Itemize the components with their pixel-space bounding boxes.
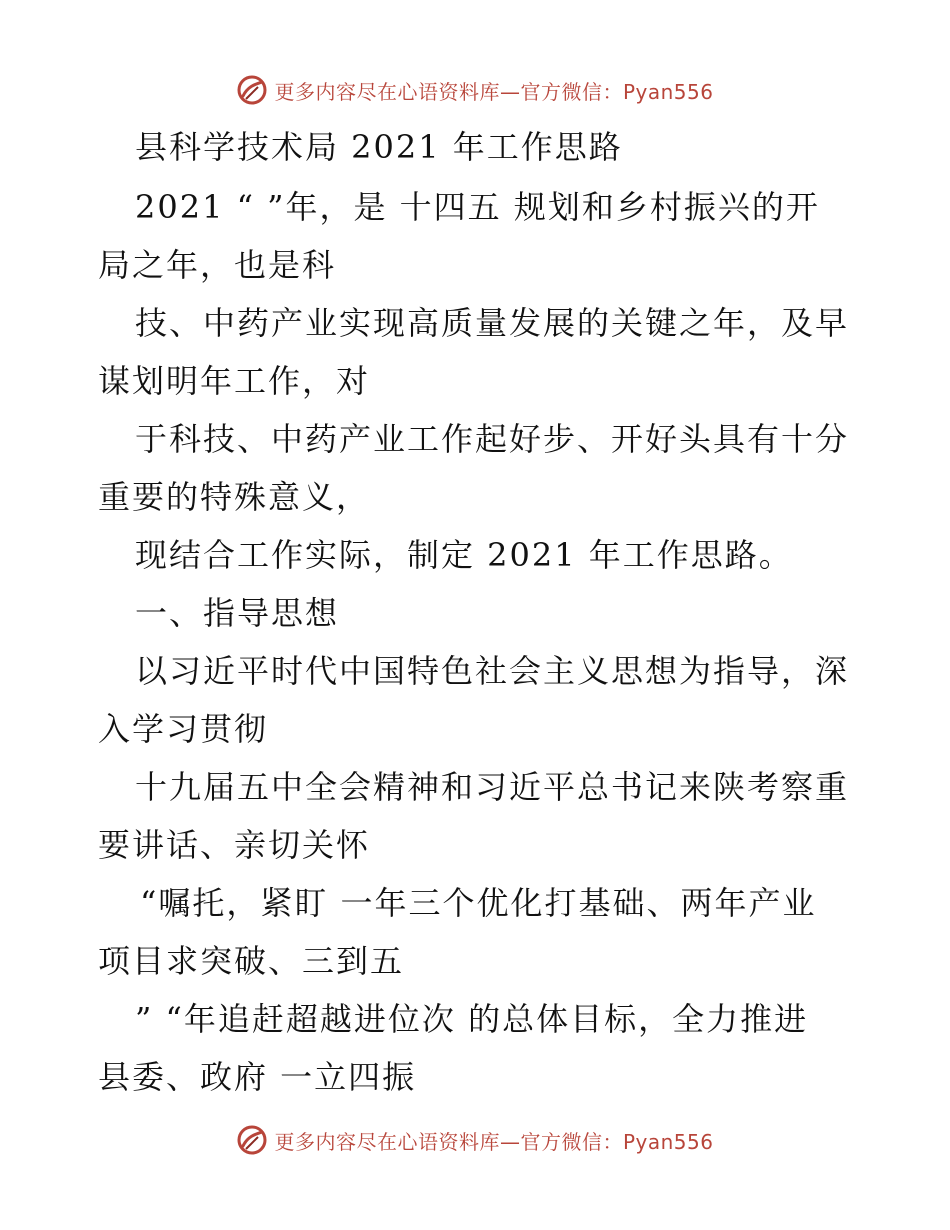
paragraph-line: ” “年追赶超越进位次 的总体目标，全力推进 [135, 1000, 809, 1038]
paragraph-line: 以习近平时代中国特色社会主义思想为指导，深 [135, 652, 850, 690]
paragraph-line: 局之年，也是科 [98, 246, 337, 284]
watermark-text: 更多内容尽在心语资料库—官方微信：Pyan556 [274, 1129, 714, 1154]
paragraph-line: 于科技、中药产业工作起好步、开好头具有十分 [135, 420, 850, 458]
header-watermark-banner [0, 70, 950, 110]
footer-watermark-banner [0, 1120, 950, 1160]
paragraph-line: 技、中药产业实现高质量发展的关键之年，及早 [135, 304, 850, 342]
paragraph-line: 现结合工作实际，制定 2021 年工作思路。 [135, 536, 793, 574]
seal-logo-icon [236, 74, 268, 106]
paragraph-line: 要讲话、亲切关怀 [98, 826, 371, 864]
document-title: 县科学技术局 2021 年工作思路 [135, 128, 623, 166]
seal-logo-icon [236, 1124, 268, 1156]
paragraph-line: 县委、政府 一立四振 [98, 1058, 417, 1096]
watermark-text: 更多内容尽在心语资料库—官方微信：Pyan556 [274, 79, 714, 104]
paragraph-line: “嘱托，紧盯 一年三个优化打基础、两年产业 [140, 884, 817, 922]
paragraph-line: 项目求突破、三到五 [98, 942, 405, 980]
paragraph-line: 谋划明年工作，对 [98, 362, 371, 400]
paragraph-line: 2021 “ ”年，是 十四五 规划和乡村振兴的开 [135, 188, 820, 226]
paragraph-line: 入学习贯彻 [98, 710, 269, 748]
section-heading: 一、指导思想 [135, 594, 340, 632]
paragraph-line: 重要的特殊意义， [98, 478, 371, 516]
paragraph-line: 十九届五中全会精神和习近平总书记来陕考察重 [135, 768, 850, 806]
